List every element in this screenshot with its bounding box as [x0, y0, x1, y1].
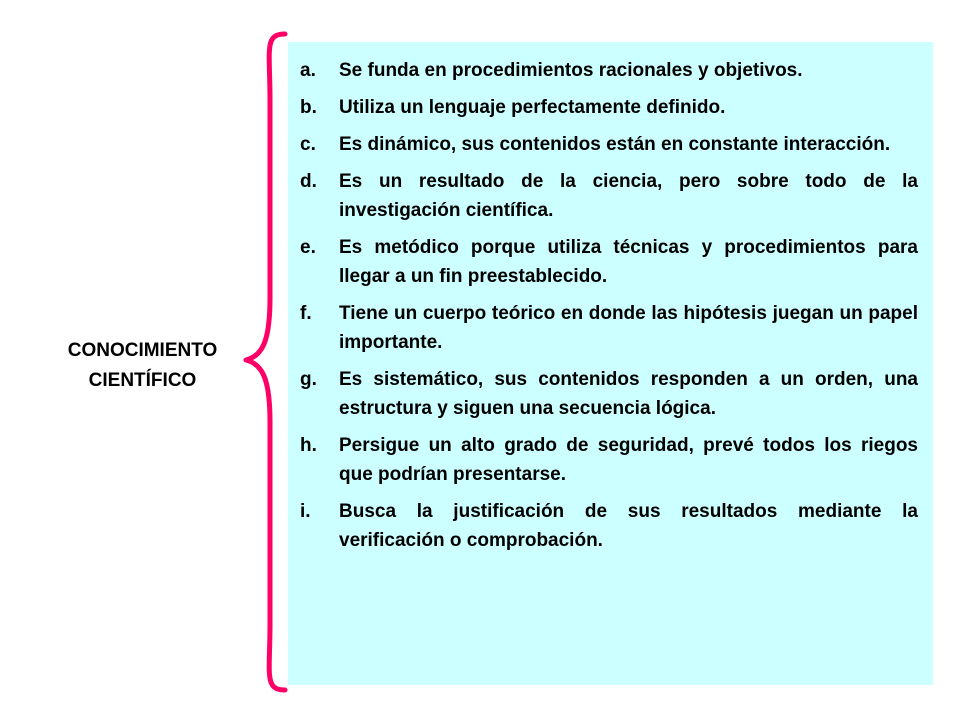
item-marker: h. — [300, 435, 317, 456]
item-text: Busca la justificación de sus resultados mediante la verificación o comprobación. — [339, 501, 918, 551]
item-marker: d. — [300, 171, 317, 192]
item-text: Tiene un cuerpo teórico en donde las hipótesis juegan un papel importante. — [339, 303, 918, 353]
brace-path — [246, 34, 285, 690]
topic-line-2: CIENTÍFICO — [88, 370, 197, 391]
item-marker: b. — [300, 97, 317, 118]
list-item-c — [300, 130, 918, 159]
item-marker: a. — [300, 60, 316, 81]
list-item-f — [300, 299, 918, 357]
item-marker: e. — [300, 237, 316, 258]
item-marker: i. — [300, 501, 311, 522]
item-text: Es dinámico, sus contenidos están en constante interacción. — [339, 134, 891, 155]
list-item-e — [300, 233, 918, 291]
item-marker: c. — [300, 134, 316, 155]
list-item-b — [300, 93, 918, 122]
item-marker: f. — [300, 303, 312, 324]
item-text: Se funda en procedimientos racionales y objetivos. — [339, 60, 803, 81]
list-item-g — [300, 365, 918, 423]
curly-brace — [240, 30, 290, 694]
item-text: Es metódico porque utiliza técnicas y procedimientos para llegar a un fin preestablecido. — [339, 237, 918, 287]
topic-label — [30, 336, 255, 396]
characteristics-list — [300, 56, 918, 563]
item-text: Es un resultado de la ciencia, pero sobre todo de la investigación científica. — [339, 171, 918, 221]
item-text: Persigue un alto grado de seguridad, prevé todos los riegos que podrían presentarse. — [339, 435, 918, 485]
item-text: Es sistemático, sus contenidos responden a un orden, una estructura y siguen una secuencia lógica. — [339, 369, 918, 419]
list-item-d — [300, 167, 918, 225]
topic-line-1: CONOCIMIENTO — [67, 340, 218, 361]
item-marker: g. — [300, 369, 317, 390]
list-item-h — [300, 431, 918, 489]
list-item-a — [300, 56, 918, 85]
list-item-i — [300, 497, 918, 555]
item-text: Utiliza un lenguaje perfectamente definido. — [339, 97, 726, 118]
